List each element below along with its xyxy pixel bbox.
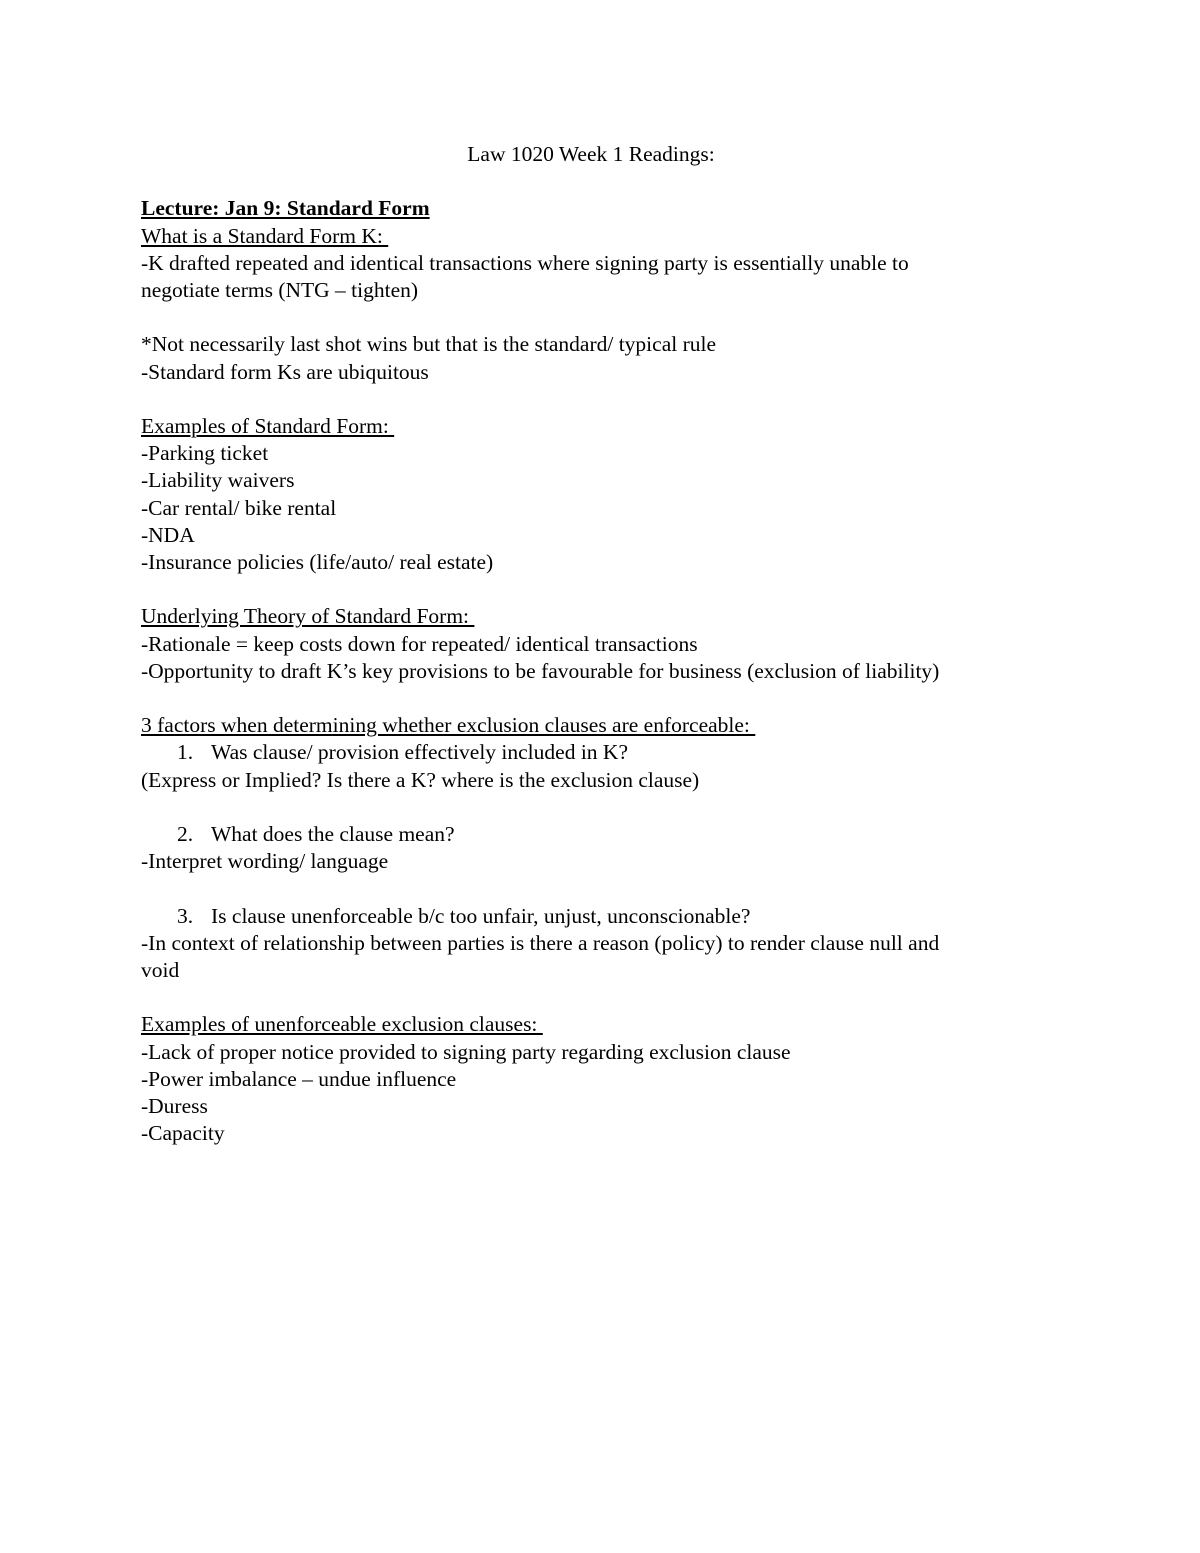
- numbered-item: [141, 821, 1041, 848]
- list-item: -Rationale = keep costs down for repeated/ identical transactions: [141, 631, 698, 656]
- spacer: [141, 576, 1041, 603]
- definition-line: -K drafted repeated and identical transactions where signing party is essentially unable to: [141, 250, 909, 275]
- list-item: -Car rental/ bike rental: [141, 495, 337, 520]
- document-title: Law 1020 Week 1 Readings:: [467, 142, 715, 166]
- spacer: [141, 794, 1041, 821]
- note-line: -Standard form Ks are ubiquitous: [141, 359, 429, 384]
- item-text: Was clause/ provision effectively included in K?: [211, 740, 628, 765]
- spacer: [141, 875, 1041, 902]
- section-heading-three-factors: 3 factors when determining whether exclusion clauses are enforceable:: [141, 713, 756, 738]
- item-number: 3.: [177, 903, 194, 928]
- list-item: -Insurance policies (life/auto/ real estate): [141, 550, 494, 574]
- section-heading-underlying-theory: Underlying Theory of Standard Form:: [141, 604, 475, 629]
- factor-detail: void: [141, 957, 180, 982]
- list-item: -Power imbalance – undue influence: [141, 1066, 457, 1091]
- spacer: [141, 984, 1041, 1011]
- item-number: 2.: [177, 821, 194, 846]
- list-item: -Parking ticket: [141, 441, 269, 466]
- list-item: -NDA: [141, 522, 195, 547]
- section-heading-unenforceable-examples: Examples of unenforceable exclusion clauses:: [141, 1012, 543, 1037]
- spacer: [141, 304, 1041, 331]
- numbered-item: [141, 903, 1041, 930]
- spacer: [141, 386, 1041, 413]
- document-page: [141, 141, 1041, 1147]
- list-item: -Opportunity to draft K’s key provisions to be favourable for business (exclusion of liability): [141, 658, 940, 683]
- definition-line: negotiate terms (NTG – tighten): [141, 278, 419, 302]
- item-number: 1.: [177, 740, 194, 765]
- list-item: -Duress: [141, 1093, 208, 1118]
- list-item: -Lack of proper notice provided to signing party regarding exclusion clause: [141, 1039, 791, 1064]
- spacer: [141, 685, 1041, 712]
- note-line: *Not necessarily last shot wins but that is the standard/ typical rule: [141, 332, 717, 357]
- factor-detail: -Interpret wording/ language: [141, 849, 389, 874]
- item-text: Is clause unenforceable b/c too unfair, unjust, unconscionable?: [211, 903, 751, 928]
- list-item: -Capacity: [141, 1121, 225, 1146]
- factor-detail: (Express or Implied? Is there a K? where is the exclusion clause): [141, 767, 700, 792]
- section-heading-what-is-standard-form: What is a Standard Form K:: [141, 223, 389, 248]
- list-item: -Liability waivers: [141, 468, 295, 493]
- item-text: What does the clause mean?: [211, 821, 455, 846]
- factor-detail: -In context of relationship between parties is there a reason (policy) to render clause null and: [141, 930, 940, 955]
- numbered-item: [141, 739, 1041, 766]
- lecture-heading: Lecture: Jan 9: Standard Form: [141, 196, 430, 221]
- section-heading-examples: Examples of Standard Form:: [141, 413, 395, 438]
